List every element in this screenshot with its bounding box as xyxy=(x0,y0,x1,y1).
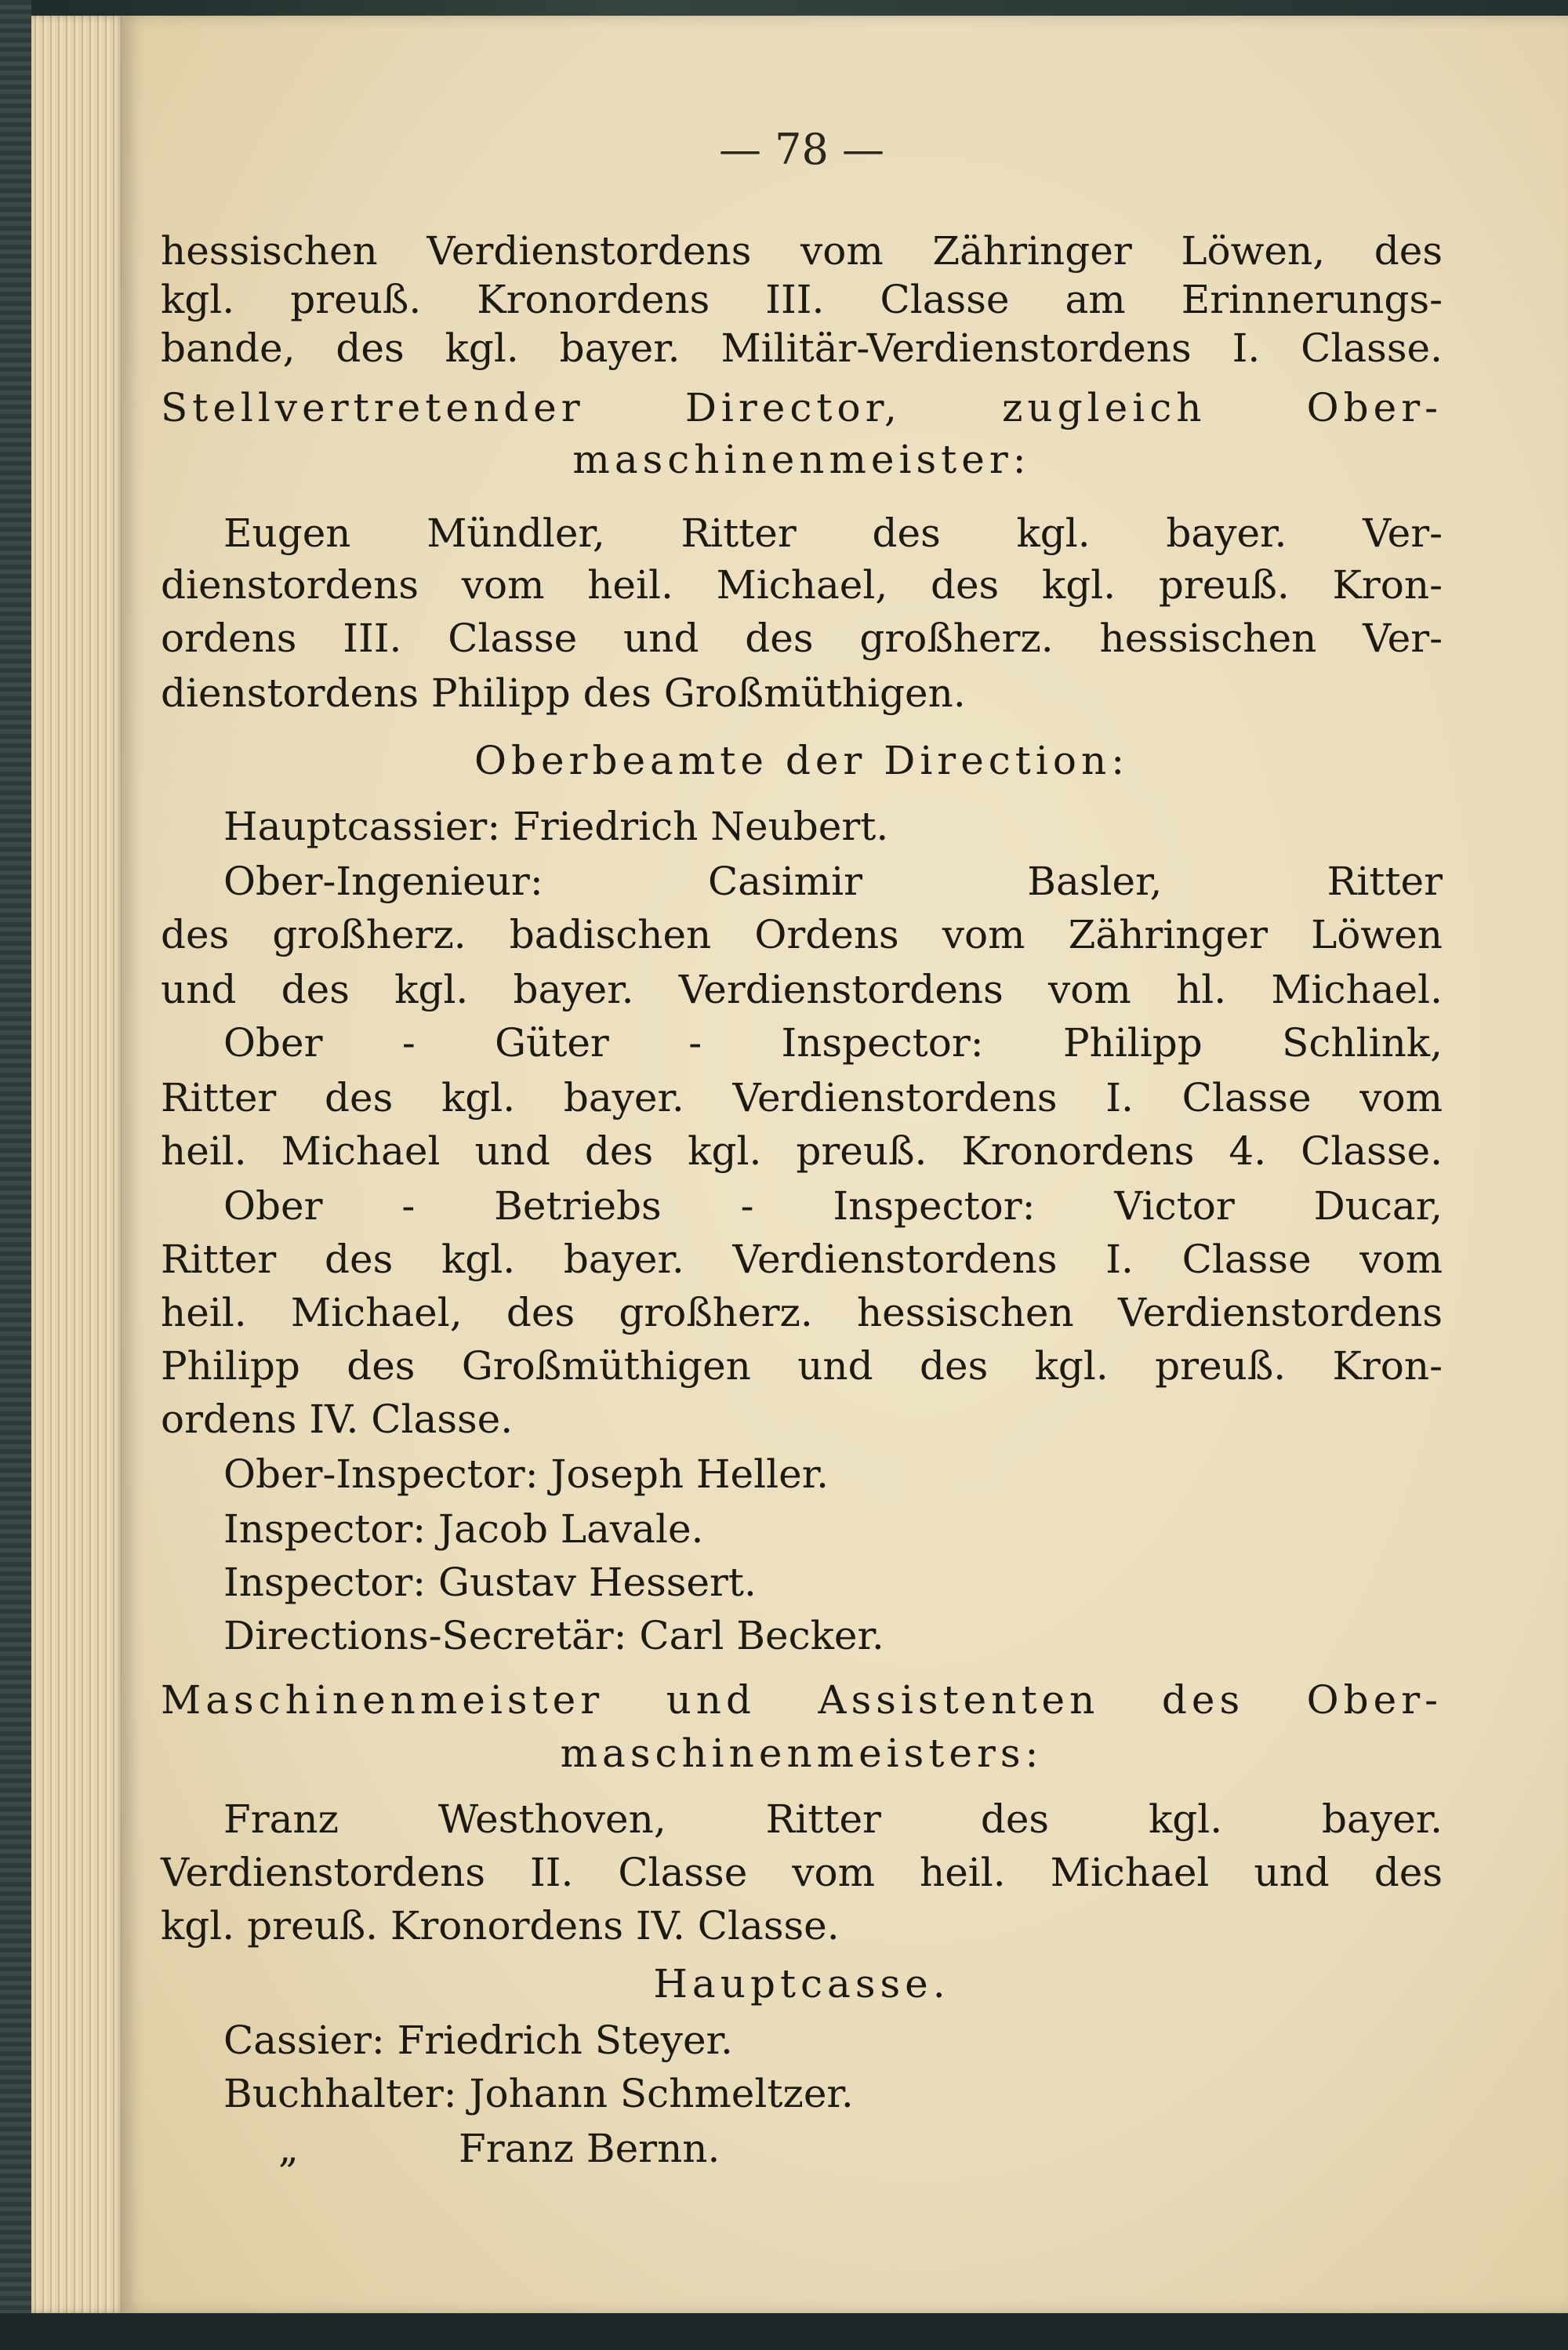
text-line: und des kgl. bayer. Verdienstordens vom hl. Michael. xyxy=(161,967,1443,1012)
page-edges xyxy=(31,16,125,2313)
section-heading-cont: maschinenmeister: xyxy=(572,437,1031,482)
text-line: Directions-Secretär: Carl Becker. xyxy=(223,1613,884,1658)
text-line: ordens IV. Classe. xyxy=(161,1397,514,1442)
section-heading: Maschinenmeister und Assistenten des Ober- xyxy=(161,1677,1443,1723)
book-binding xyxy=(0,0,31,2350)
text-line: Buchhalter: Johann Schmeltzer. xyxy=(223,2071,854,2116)
text-line: Ober - Güter - Inspector: Philipp Schlink, xyxy=(223,1020,1443,1066)
bottom-shadow xyxy=(0,2313,1568,2350)
section-heading-cont: maschinenmeisters: xyxy=(560,1731,1044,1776)
text-line: Verdienstordens II. Classe vom heil. Michael und des xyxy=(161,1850,1443,1895)
text-line: dienstordens Philipp des Großmüthigen. xyxy=(161,670,966,716)
section-heading: Stellvertretender Director, zugleich Ober- xyxy=(161,385,1443,430)
text-line: Ober-Inspector: Joseph Heller. xyxy=(223,1451,829,1497)
text-line: Philipp des Großmüthigen und des kgl. preuß. Kron- xyxy=(161,1343,1443,1389)
text-line: dienstordens vom heil. Michael, des kgl. preuß. Kron- xyxy=(161,562,1443,608)
text-line: heil. Michael, des großherz. hessischen Verdienstordens xyxy=(161,1290,1443,1335)
page-number: — 78 — xyxy=(718,125,885,174)
text-line: des großherz. badischen Ordens vom Zähringer Löwen xyxy=(161,912,1443,957)
text-line: kgl. preuß. Kronordens IV. Classe. xyxy=(161,1903,840,1949)
text-line: heil. Michael und des kgl. preuß. Kronordens 4. Classe. xyxy=(161,1128,1443,1174)
text-line: Franz Westhoven, Ritter des kgl. bayer. xyxy=(223,1796,1443,1842)
text-line: ordens III. Classe und des großherz. hessischen Ver- xyxy=(161,616,1443,661)
text-line: Inspector: Gustav Hessert. xyxy=(223,1560,757,1605)
text-line: Inspector: Jacob Lavale. xyxy=(223,1506,704,1552)
text-line: bande, des kgl. bayer. Militär-Verdienstordens I. Classe. xyxy=(161,325,1443,371)
text-line: Ritter des kgl. bayer. Verdienstordens I. Classe vom xyxy=(161,1237,1443,1282)
text-line: Ritter des kgl. bayer. Verdienstordens I. Classe vom xyxy=(161,1075,1443,1121)
text-line: kgl. preuß. Kronordens III. Classe am Erinnerungs- xyxy=(161,277,1443,322)
section-heading: Hauptcasse. xyxy=(653,1961,950,2007)
text-line-content: Franz Bernn. xyxy=(459,2126,720,2171)
text-line xyxy=(161,2125,1443,2173)
text-line: Hauptcassier: Friedrich Neubert. xyxy=(223,804,889,849)
section-heading: Oberbeamte der Direction: xyxy=(474,738,1130,783)
text-line: Cassier: Friedrich Steyer. xyxy=(223,2018,733,2063)
text-line: Ober - Betriebs - Inspector: Victor Ducar, xyxy=(223,1183,1443,1229)
ditto-mark: „ xyxy=(278,2126,299,2171)
text-line: Ober-Ingenieur: Casimir Basler, Ritter xyxy=(223,859,1443,904)
text-line: Eugen Mündler, Ritter des kgl. bayer. Ver- xyxy=(223,510,1443,556)
text-line: hessischen Verdienstordens vom Zähringer Löwen, des xyxy=(161,228,1443,274)
